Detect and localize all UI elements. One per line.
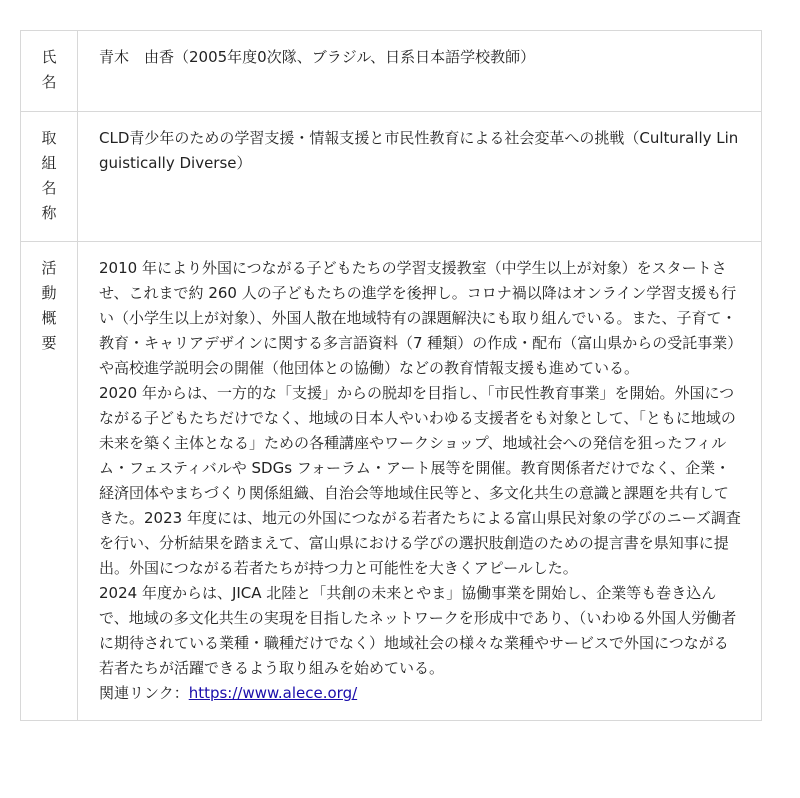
related-link[interactable]: https://www.alece.org/ — [188, 684, 358, 702]
summary-paragraph-3: 2024 年度からは、JICA 北陸と「共創の未来とやま」協働事業を開始し、企業等も巻き込んで、地域の多文化共生の実現を目指したネットワークを形成中であり、（いわゆる外国人労働者に期待されている業種・職種だけでなく）地域社会の様々な業種やサービスで外国につながる若者たちが活躍できるよう取り組みを始めている。 — [99, 584, 737, 677]
name-label: 氏名 — [41, 48, 57, 91]
summary-value-cell — [78, 242, 762, 721]
table-row-name — [21, 31, 762, 112]
title-label-cell — [21, 112, 78, 242]
summary-label-cell — [21, 242, 78, 721]
name-value: 青木 由香（2005年度0次隊、ブラジル、日系日本語学校教師） — [99, 48, 536, 66]
table-row-summary — [21, 242, 762, 721]
profile-table — [20, 30, 762, 721]
summary-paragraph-1: 2010 年により外国につながる子どもたちの学習支援教室（中学生以上が対象）をスタートさせ、これまで約 260 人の子どもたちの進学を後押し。コロナ禍以降はオンライン学習支援も行い（小学生以上が対象）、外国人散在地域特有の課題解決にも取り組んでいる。また、子育て・教育・キャリアデザインに関する多言語資料（7 種類）の作成・配布（富山県からの受託事業）や高校進学説明会の開催（他団体との協働）などの教育情報支援も進めている。 — [99, 259, 737, 377]
name-value-cell — [78, 31, 762, 112]
related-link-line — [99, 681, 741, 706]
related-link-prefix: 関連リンク： — [99, 684, 189, 702]
summary-paragraph-2: 2020 年からは、一方的な「支援」からの脱却を目指し、「市民性教育事業」を開始。外国につながる子どもたちだけでなく、地域の日本人やいわゆる支援者をも対象として、「ともに地域の未来を築く主体となる」ための各種講座やワークショップ、地域社会への発信を狙ったフィルム・フェスティバルや SDGs フォーラム・アート展等を開催。教育関係者だけでなく、企業・経済団体やまちづくり関係組織、自治会等地域住民等と、多文化共生の意識と課題を共有してきた。2023 年度には、地元の外国につながる若者たちによる富山県民対象の学びのニーズ調査を行い、分析結果を踏まえて、富山県における学びの選択肢創造のための提言書を県知事に提出。外国につながる若者たちが持つ力と可能性を大きくアピールした。 — [99, 384, 741, 577]
title-value: CLD青少年のための学習支援・情報支援と市民性教育による社会変革への挑戦（Culturally Linguistically Diverse） — [99, 129, 739, 172]
title-value-cell — [78, 112, 762, 242]
summary-label: 活動概要 — [41, 259, 57, 352]
title-label: 取組名称 — [41, 129, 57, 222]
name-label-cell — [21, 31, 78, 112]
table-row-title — [21, 112, 762, 242]
